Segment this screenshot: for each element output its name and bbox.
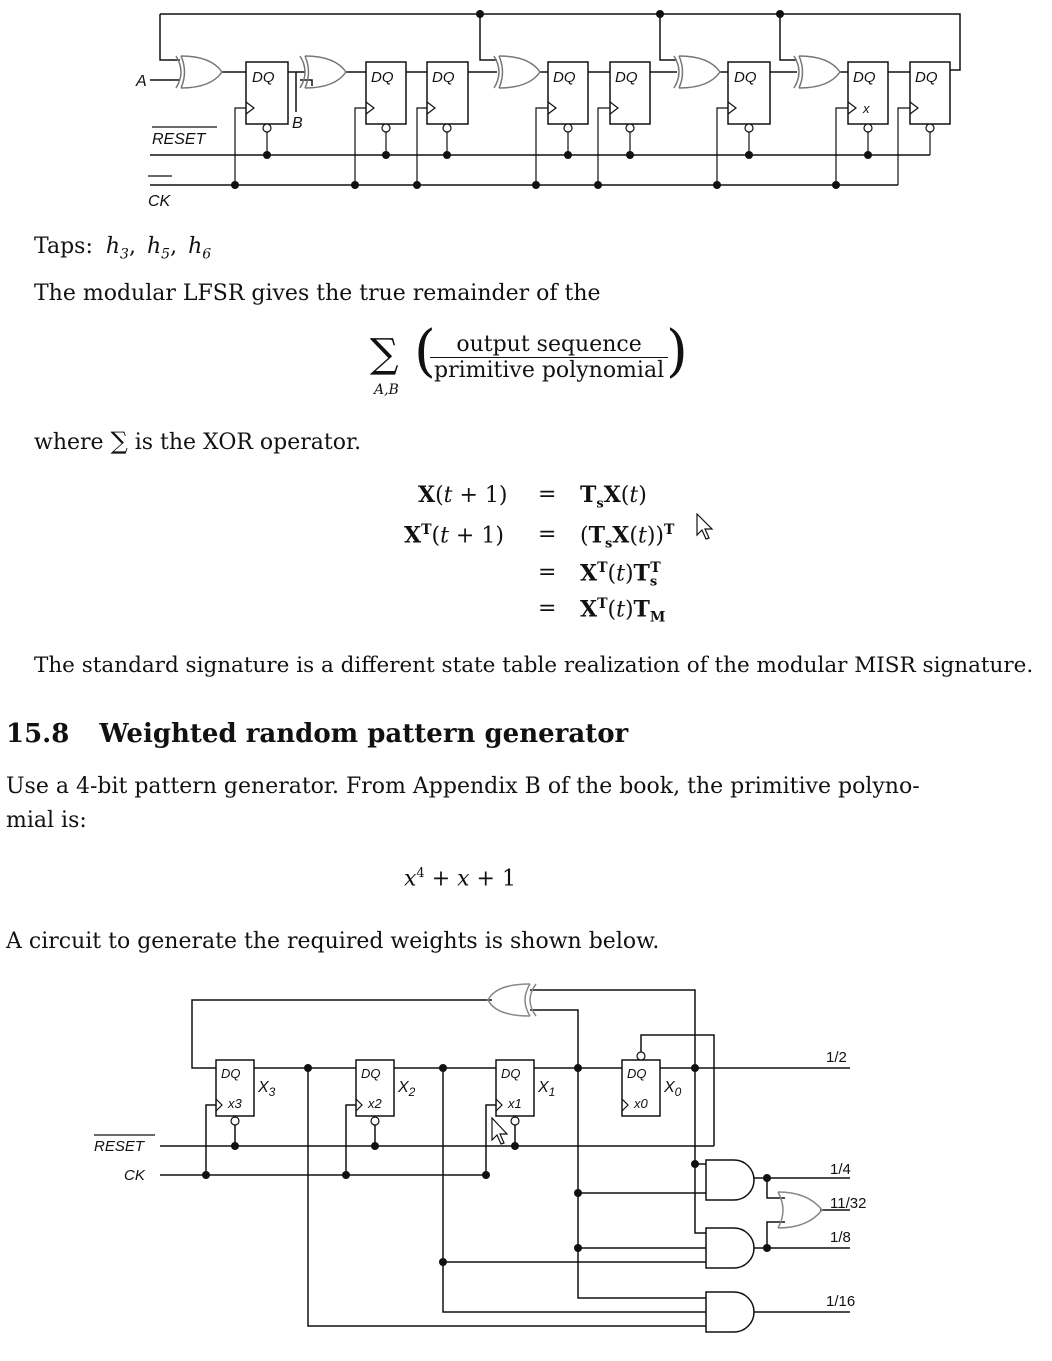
mouse-cursor-icon	[492, 1118, 507, 1144]
clock-label: CK	[148, 193, 171, 210]
lfsr-circuit	[0, 0, 1052, 220]
ff-label: DQ	[853, 69, 876, 86]
ff-label: DQ	[627, 1066, 647, 1081]
sum-subscript: A,B	[374, 382, 399, 398]
wrpg-circuit	[0, 975, 1052, 1361]
wrpg-reset-label: RESET	[94, 1138, 145, 1155]
output-1-2: 1/2	[826, 1049, 847, 1066]
reset-label: RESET	[152, 131, 206, 148]
sum-symbol: ∑	[370, 331, 399, 377]
section-heading: 15.8 Weighted random pattern generator	[6, 719, 629, 749]
output-1-4: 1/4	[830, 1161, 851, 1178]
where-text: where ∑ is the XOR operator.	[34, 427, 362, 455]
ff-label: DQ	[915, 69, 938, 86]
wrpg-clock-label: CK	[124, 1167, 145, 1184]
output-11-32: 11/32	[830, 1195, 867, 1212]
ff-label: DQ	[221, 1066, 241, 1081]
eq1-lhs: X(t + 1)	[418, 482, 508, 508]
eq3-rhs: $X^T(t)T_s^T$	[580, 560, 661, 590]
eq2-lhs: $X^T(t + 1)$	[404, 522, 504, 549]
input-a-label: A	[136, 73, 147, 90]
stage-x2-label: $X_2$	[398, 1079, 416, 1099]
polynomial: $x^4 + x + 1$	[404, 866, 516, 892]
ff-label: DQ	[252, 69, 275, 86]
ff-x-label: x	[863, 101, 870, 116]
input-b-label: B	[292, 115, 303, 132]
denominator: primitive polynomial	[434, 358, 665, 383]
eq4-rhs: $X^T(t)T_M$	[580, 596, 666, 626]
ff-label: DQ	[432, 69, 455, 86]
mouse-cursor-icon	[696, 513, 716, 543]
stage-x1-label: $X_1$	[538, 1079, 556, 1099]
fraction	[430, 332, 668, 383]
numerator: output sequence	[430, 332, 668, 358]
ff-label: DQ	[501, 1066, 521, 1081]
ff-label: DQ	[615, 69, 638, 86]
output-1-8: 1/8	[830, 1229, 851, 1246]
init-x1: x1	[508, 1096, 522, 1111]
para-use-2: mial is:	[6, 808, 87, 833]
right-paren: )	[666, 319, 688, 384]
output-1-16: 1/16	[826, 1293, 856, 1310]
standard-text: The standard signature is a different state table realization of the modular MISR signature.	[34, 653, 1034, 678]
taps-line: Taps: $h_3$, $h_5$, $h_6$	[34, 234, 212, 263]
state-equations: X(t + 1) = $T_sX(t)$ $X^T(t + 1)$ = $(T_sX(t))^T$ = $X^T(t)T_s^T$ = $X^T(t)T_M$	[404, 482, 675, 626]
eq2-rhs: $(T_sX(t))^T$	[580, 522, 675, 552]
ff-label: DQ	[734, 69, 757, 86]
ff-label: DQ	[553, 69, 576, 86]
init-x2: x2	[368, 1096, 382, 1111]
eq1-rhs: $T_sX(t)$	[580, 482, 647, 512]
para-use-1: Use a 4-bit pattern generator. From Appendix B of the book, the primitive polyno-	[6, 774, 920, 799]
init-x0: x0	[634, 1096, 648, 1111]
para-circuit: A circuit to generate the required weights is shown below.	[6, 929, 660, 954]
left-paren: (	[414, 319, 436, 384]
modular-text: The modular LFSR gives the true remainder of the	[34, 281, 601, 306]
stage-x0-label: $X_0$	[664, 1079, 682, 1099]
init-x3: x3	[228, 1096, 242, 1111]
sum-equation	[370, 319, 690, 404]
stage-x3-label: $X_3$	[258, 1079, 276, 1099]
ff-label: DQ	[371, 69, 394, 86]
ff-label: DQ	[361, 1066, 381, 1081]
